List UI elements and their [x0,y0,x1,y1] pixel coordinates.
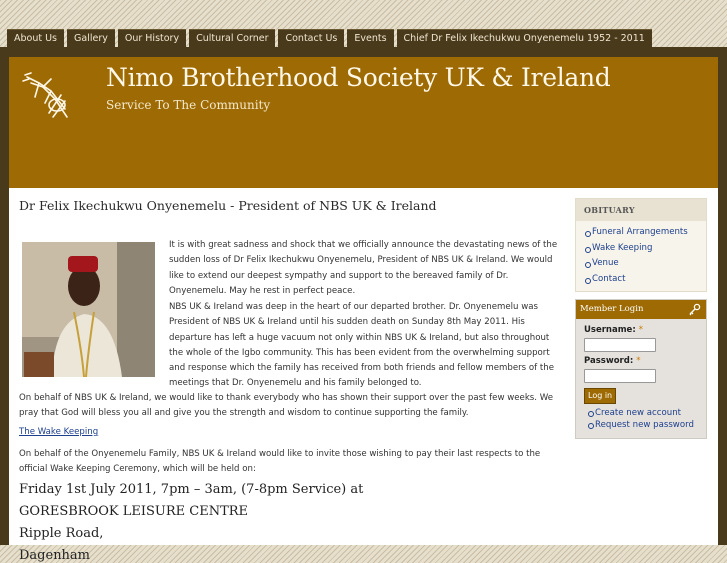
member-login-block [575,299,707,439]
username-required-mark: * [638,325,643,335]
password-input[interactable] [584,369,656,383]
request-password-link[interactable]: Request new password [595,420,694,430]
nimo-emblem-icon[interactable] [21,69,76,124]
obituary-link-wake-keeping[interactable]: Wake Keeping [592,241,706,257]
member-login-title [576,300,706,319]
event-date-line: Friday 1st July 2011, 7pm – 3am, (7-8pm Service) at [19,482,364,497]
top-navigation [7,29,652,47]
obituary-link-venue[interactable]: Venue [592,256,706,272]
wake-keeping-link[interactable]: The Wake Keeping [19,427,99,437]
member-login-title-text: Member Login [580,304,644,314]
login-button[interactable]: Log in [584,388,616,404]
site-header [9,57,718,188]
obituary-block-title: OBITUARY [576,199,706,221]
event-road-line: Ripple Road, [19,526,104,541]
page-title: Dr Felix Ikechukwu Onyenemelu - President of NBS UK & Ireland [19,198,437,213]
nav-item-about-us[interactable]: About Us [7,29,64,48]
tribute-paragraph: NBS UK & Ireland was deep in the heart of our departed brother. Dr. Onyenemelu was President of NBS UK & Ireland until his sudden death on Sunday 8th May 2011. His departure has left a huge vacuum not only within NBS UK & Ireland, but also throughout the whole of the Igbo community. This has been evident from the overwhelming support and response which the family has received from both friends and fellow members of the meetings that Dr. Onyenemelu and his family belonged to. [169,302,555,389]
obituary-link-funeral-arrangements[interactable]: Funeral Arrangements [592,225,706,241]
key-icon [688,303,701,316]
username-input[interactable] [584,338,656,352]
main-content [19,198,564,563]
nav-item-events[interactable]: Events [347,29,393,48]
nav-item-chief-tribute[interactable]: Chief Dr Felix Ikechukwu Onyenemelu 1952 - 2011 [397,29,652,48]
site-name[interactable]: Nimo Brotherhood Society UK & Ireland [106,63,611,92]
obituary-block [575,198,707,292]
event-town-line: Dagenham [19,548,91,563]
site-slogan: Service To The Community [106,98,271,112]
password-label-text: Password: [584,356,634,366]
username-label-text: Username: [584,325,636,335]
create-account-link[interactable]: Create new account [595,407,694,419]
password-label [584,356,640,366]
password-required-mark: * [636,356,641,366]
nav-item-cultural-corner[interactable]: Cultural Corner [189,29,275,48]
username-label [584,325,643,335]
obituary-links [576,221,706,291]
president-photo [22,242,155,377]
nav-item-our-history[interactable]: Our History [118,29,186,48]
login-links [595,407,694,431]
invitation-paragraph: On behalf of the Onyenemelu Family, NBS UK & Ireland would like to invite those wishing to pay their last respects to the official Wake Keeping Ceremony, which will be held on: [19,449,541,475]
nav-item-gallery[interactable]: Gallery [67,29,115,48]
content-area [9,188,718,563]
thanks-paragraph: On behalf of NBS UK & Ireland, we would like to thank everybody who has shown their support over the past few weeks. We pray that God will bless you all and give you the strength and wisdom to continue supporting the family. [19,393,554,419]
sidebar [575,198,707,439]
nav-item-contact-us[interactable]: Contact Us [278,29,344,48]
portrait-image [22,242,155,377]
event-venue-line: GORESBROOK LEISURE CENTRE [19,504,249,519]
obituary-link-contact[interactable]: Contact [592,272,706,288]
intro-paragraph: It is with great sadness and shock that we officially announce the devastating news of the sudden loss of Dr Felix Ikechukwu Onyenemelu, President of NBS UK & Ireland. We would like to extend our deepest sympathy and support to the bereaved family of Dr. Onyenemelu. May he rest in perfect peace. [169,240,558,296]
